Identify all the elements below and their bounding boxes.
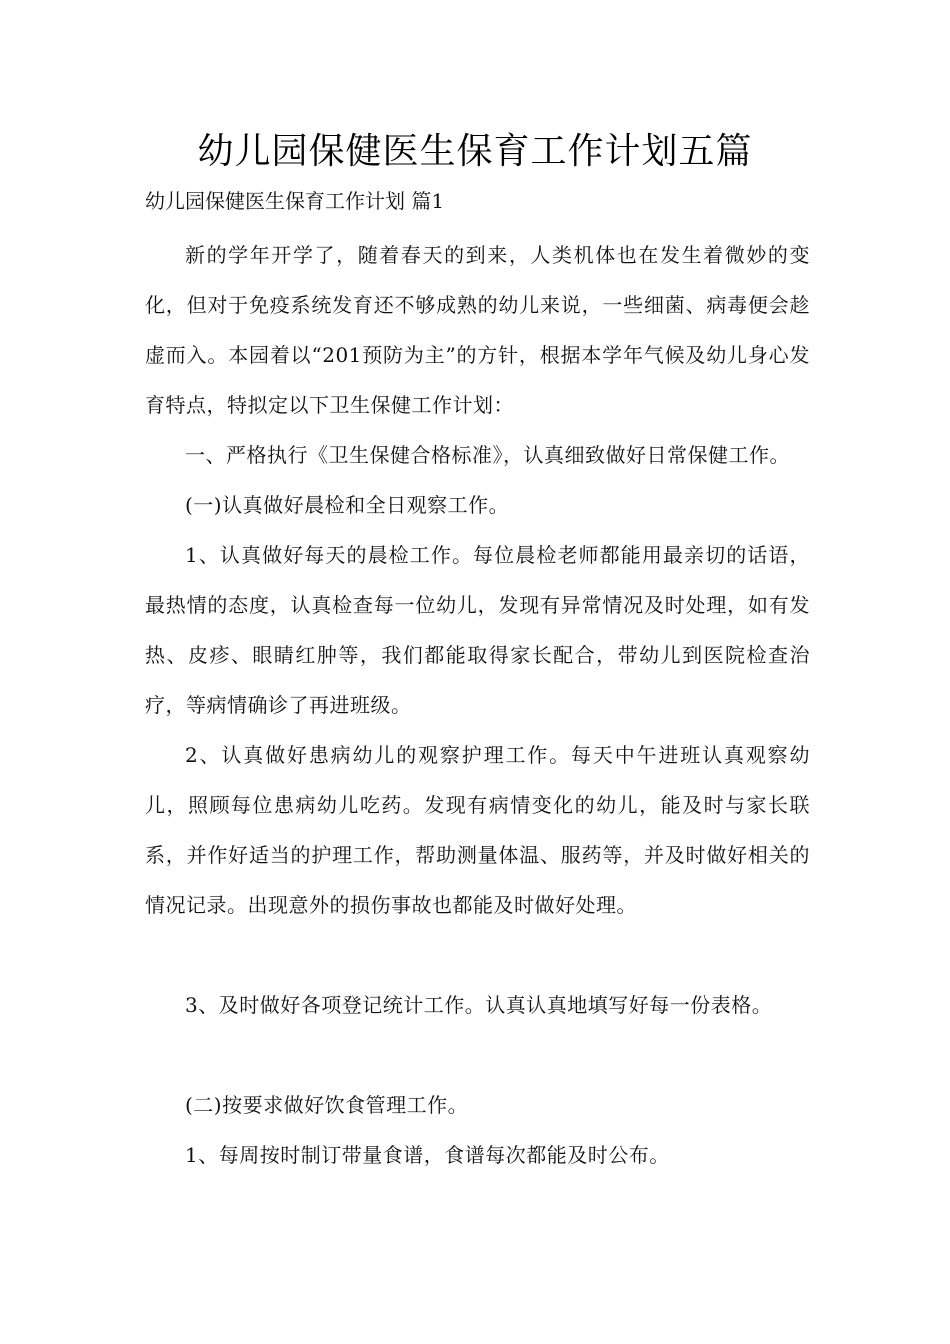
paragraph-intro: 新的学年开学了，随着春天的到来，人类机体也在发生着微妙的变化，但对于免疫系统发育还不够成熟的幼儿来说，一些细菌、病毒便会趁虚而入。本园着以“201预防为主”的方针，根据本学年气候及幼儿身心发育特点，特拟定以下卫生保健工作计划： xyxy=(145,243,810,417)
document-body xyxy=(145,230,810,1180)
paragraph-section-1: 一、严格执行《卫生保健合格标准》，认真细致做好日常保健工作。 xyxy=(185,443,790,467)
document-title: 幼儿园保健医生保育工作计划五篇 xyxy=(197,131,753,172)
paragraph-item-3: 3、及时做好各项登记统计工作。认真认真地填写好每一份表格。 xyxy=(185,993,773,1017)
paragraph-subsection-2: (二)按要求做好饮食管理工作。 xyxy=(185,1093,469,1117)
paragraph-item-1: 1、认真做好每天的晨检工作。每位晨检老师都能用最亲切的话语，最热情的态度，认真检查每一位幼儿，发现有异常情况及时处理，如有发热、皮疹、眼睛红肿等，我们都能取得家长配合，带幼儿到医院检查治疗，等病情确诊了再进班级。 xyxy=(145,543,810,717)
paragraph-gap xyxy=(145,930,810,980)
paragraph-subsection-1: (一)认真做好晨检和全日观察工作。 xyxy=(185,493,510,517)
paragraph-gap xyxy=(145,1030,810,1080)
paragraph-item-4: 1、每周按时制订带量食谱，食谱每次都能及时公布。 xyxy=(185,1143,670,1167)
paragraph-item-2: 2、认真做好患病幼儿的观察护理工作。每天中午进班认真观察幼儿，照顾每位患病幼儿吃药。发现有病情变化的幼儿，能及时与家长联系，并作好适当的护理工作，帮助测量体温、服药等，并及时做好相关的情况记录。出现意外的损伤事故也都能及时做好处理。 xyxy=(145,743,810,917)
document-subtitle: 幼儿园保健医生保育工作计划 篇1 xyxy=(145,189,445,213)
